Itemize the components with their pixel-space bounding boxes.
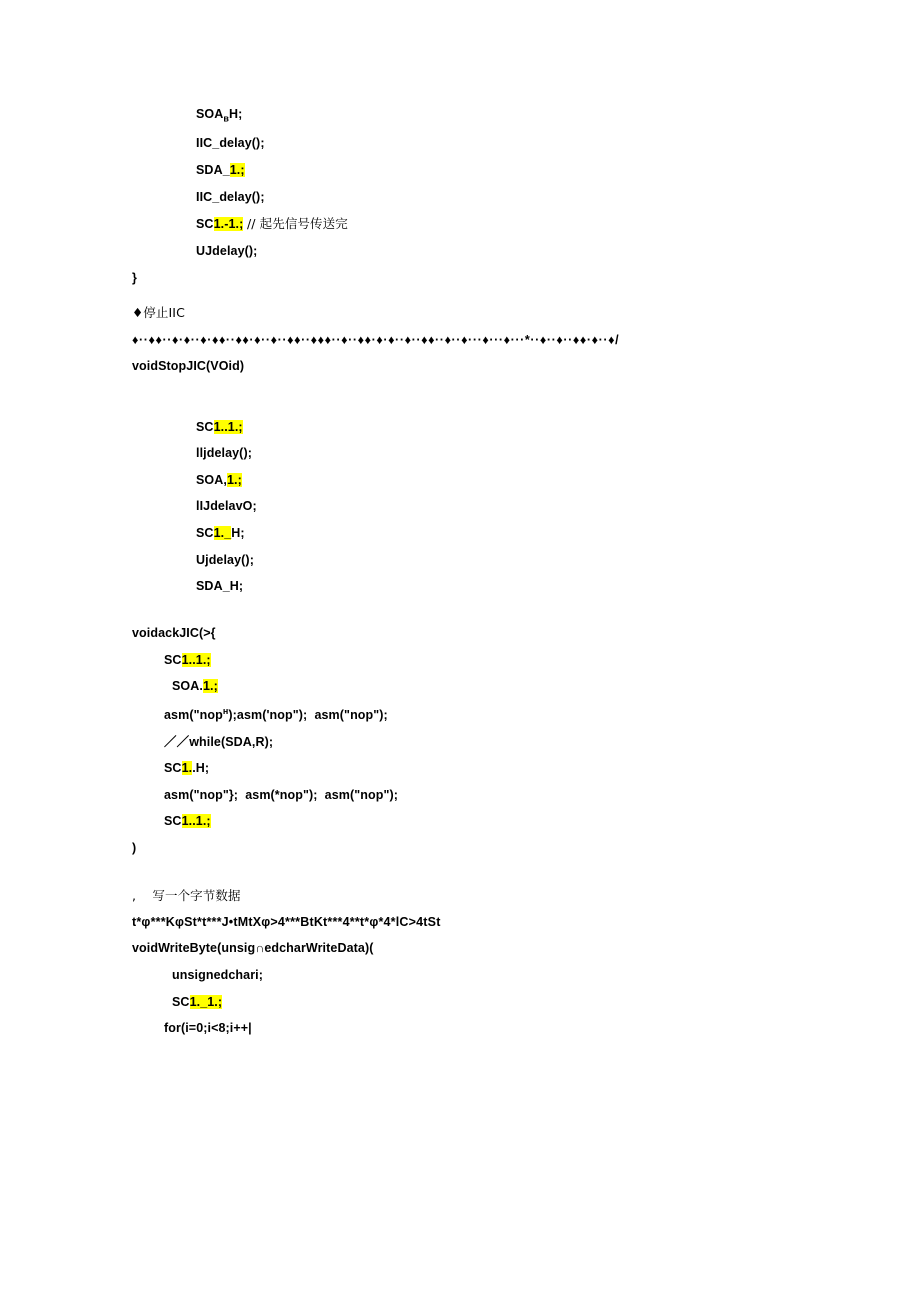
highlighted-text: 1..1.; [181,652,211,667]
code-line [132,680,792,693]
highlighted-text: 1..1.; [213,419,243,434]
code-line [132,654,792,667]
code-text: voidStopJIC(VOid) [132,358,245,373]
code-text: SC1..1.; [164,652,211,667]
code-line [132,527,792,540]
section-comment-line [132,889,792,903]
section-comment-line [132,306,792,320]
code-line [132,789,792,802]
code-text: SDA_H; [196,579,244,594]
code-line [132,421,792,434]
highlighted-text: 1.; [229,163,245,178]
code-text: IIC_delay(); [196,136,265,151]
separator-comment-line [132,916,792,929]
code-line [132,762,792,775]
highlighted-text: 1..1.; [181,814,211,829]
highlighted-text: 1.-1.; [213,217,244,232]
highlighted-text: 1._1.; [189,994,223,1009]
code-line [132,272,792,285]
code-line [132,969,792,982]
code-line [132,245,792,258]
code-line [132,474,792,487]
code-text: Ujdelay(); [196,552,254,567]
code-text: lIJdelavO; [196,499,257,514]
code-text: $SOA_вH$; [196,107,243,124]
code-line [132,554,792,567]
code-text: SC1.-1.; // 起先信号传送完 [196,216,348,232]
function-signature-line [132,360,792,373]
code-text: voidWriteByte(unsig∩edcharWriteData)( [132,941,374,956]
code-text: } [132,270,137,285]
code-line [132,137,792,150]
separator-comment-line [132,334,792,347]
code-text: SC1._H; [196,526,245,541]
code-line [132,996,792,1009]
code-text: asm("nop"}; asm(*nop"); asm("nop"); [164,787,399,802]
highlighted-text: 1._ [213,526,232,541]
code-text: UJdelay(); [196,243,258,258]
code-text: asm("nop$^н$);asm('nop"); asm("nop"); [164,705,388,722]
code-text: for(i=0;i<8;i++| [164,1021,252,1036]
highlighted-text: 1.; [202,679,218,694]
function-signature-line [132,942,792,955]
separator-text: t*φ***KφSt*t***J•tMtXφ>4***BtKt***4**t*φ*4*lC>4tSt [132,915,441,930]
vertical-spacer [132,298,792,306]
code-text: voidackJIC(>{ [132,625,216,640]
code-text: SOA.1.; [172,679,218,694]
highlighted-text: 1.; [226,472,242,487]
function-signature-line [132,627,792,640]
vertical-spacer [132,387,792,421]
code-text: IIC_delay(); [196,189,265,204]
code-text: SDA_1.; [196,163,245,178]
vertical-spacer [132,607,792,627]
code-text: SC1..1.; [164,814,211,829]
code-line [132,108,792,124]
code-text: ) [132,841,137,856]
code-line [132,164,792,177]
code-line [132,1022,792,1035]
code-line [132,707,792,722]
code-text: SOA,1.; [196,472,242,487]
vertical-spacer [132,869,792,889]
code-text: SC1..H; [164,761,210,776]
code-line [132,447,792,460]
separator-text: ♦··♦♦··♦·♦··♦·♦♦··♦♦·♦··♦··♦♦··♦♦♦··♦··♦♦·♦·♦··♦··♦♦··♦··♦···♦···♦···*··♦··♦··♦♦·♦··♦/ [132,332,620,347]
code-line [132,736,792,749]
code-text: SC1..1.; [196,419,243,434]
code-line [132,500,792,513]
highlighted-text: 1. [181,761,193,776]
code-line [132,217,792,231]
code-line [132,842,792,855]
document-content [132,108,792,1049]
code-text: lljdelay(); [196,446,252,461]
comment-text: , 写一个字节数据 [132,887,241,903]
comment-text: ♦停止IIC [132,305,185,321]
code-text: SC1._1.; [172,994,223,1009]
code-text: ／／while(SDA,R); [164,734,274,749]
code-line [132,580,792,593]
code-line [132,815,792,828]
code-line [132,191,792,204]
code-text: unsignedchari; [172,968,263,983]
